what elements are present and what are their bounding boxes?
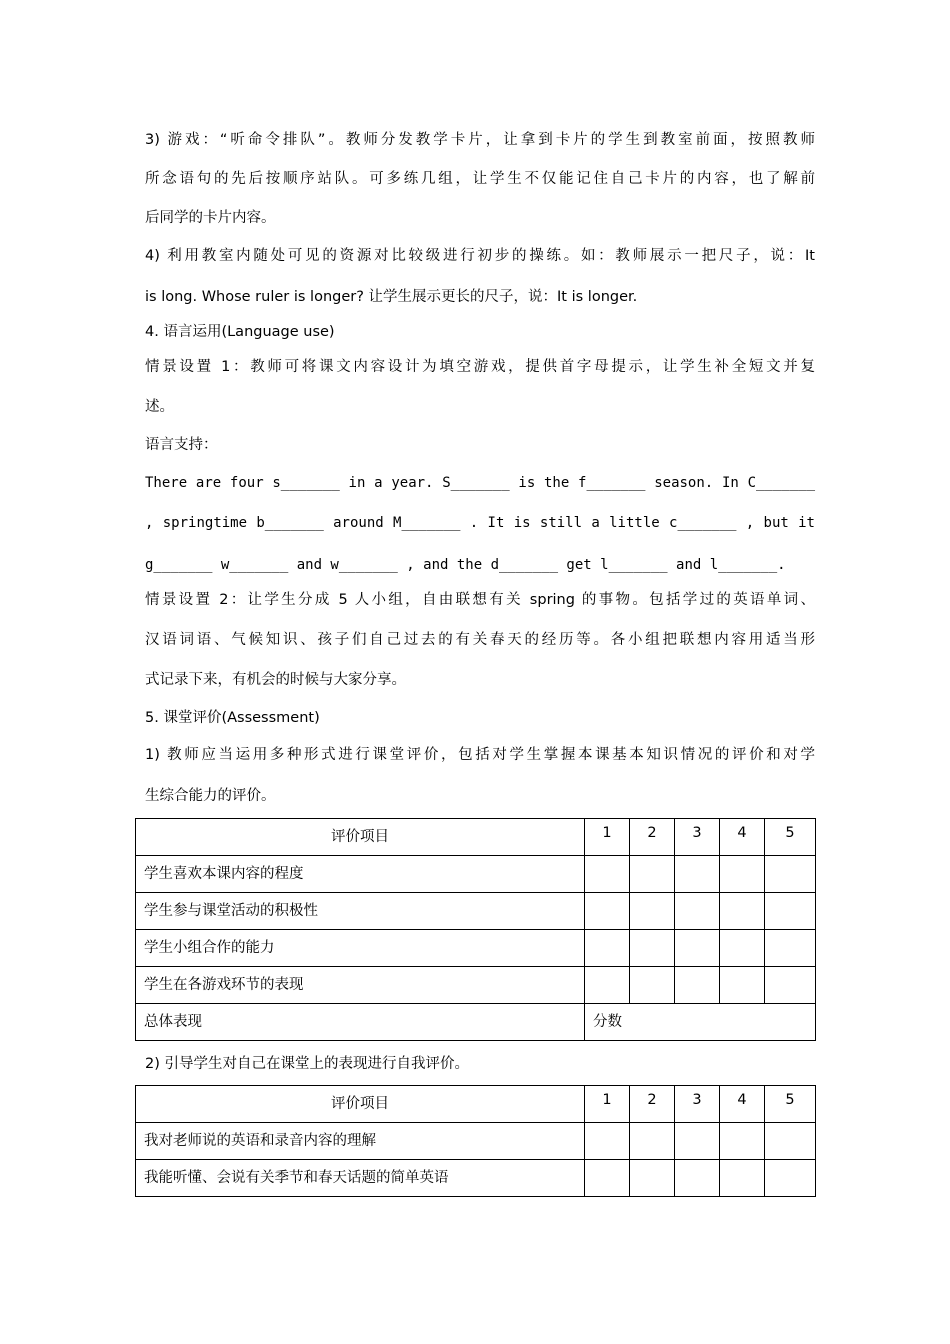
score-header-4: 4	[720, 1086, 765, 1123]
score-cell	[720, 1123, 765, 1160]
score-header-5: 5	[765, 1086, 816, 1123]
score-cell	[630, 930, 675, 967]
row-label: 学生在各游戏环节的表现	[136, 967, 585, 1004]
assessment-1-line-2: 生综合能力的评价。	[145, 788, 276, 804]
cloze-line-3: g_______ w_______ and w_______ , and the d_______ get l_______ and l_______.	[145, 557, 786, 573]
score-header-3: 3	[675, 819, 720, 856]
cloze-line-2: , springtime b_______ around M_______ . It is still a little c_______ , but it	[145, 515, 815, 531]
score-cell	[675, 1160, 720, 1197]
row-label: 我对老师说的英语和录音内容的理解	[136, 1123, 585, 1160]
table-row	[136, 893, 816, 930]
table-row	[136, 1123, 816, 1160]
score-cell	[765, 967, 816, 1004]
score-cell	[765, 1160, 816, 1197]
assessment-2-line: 2) 引导学生对自己在课堂上的表现进行自我评价。	[145, 1056, 469, 1072]
comparison-paragraph-line-1: 4) 利用教室内随处可见的资源对比较级进行初步的操练。如：教师展示一把尺子，说：It	[145, 248, 815, 264]
score-cell	[720, 856, 765, 893]
score-cell	[585, 1160, 630, 1197]
score-header-2: 2	[630, 1086, 675, 1123]
row-label: 学生小组合作的能力	[136, 930, 585, 967]
table-row	[136, 1160, 816, 1197]
score-cell	[720, 1160, 765, 1197]
score-cell	[585, 930, 630, 967]
scenario-1-line-1: 情景设置 1：教师可将课文内容设计为填空游戏，提供首字母提示，让学生补全短文并复	[145, 359, 815, 375]
section-5-title: 5. 课堂评价(Assessment)	[145, 710, 320, 726]
self-assessment-table	[135, 1085, 816, 1197]
score-cell	[675, 856, 720, 893]
score-cell	[585, 856, 630, 893]
score-cell	[585, 1123, 630, 1160]
scenario-2-line-3: 式记录下来，有机会的时候与大家分享。	[145, 672, 406, 688]
game-paragraph-line-2: 所念语句的先后按顺序站队。可多练几组，让学生不仅能记住自己卡片的内容，也了解前	[145, 171, 815, 187]
score-cell	[585, 893, 630, 930]
header-cell: 评价项目	[136, 1086, 585, 1123]
header-cell: 评价项目	[136, 819, 585, 856]
scenario-2-line-1: 情景设置 2：让学生分成 5 人小组，自由联想有关 spring 的事物。包括学过的英语单词、	[145, 592, 815, 608]
score-cell	[675, 930, 720, 967]
section-4-title: 4. 语言运用(Language use)	[145, 324, 335, 340]
score-cell	[765, 893, 816, 930]
assessment-1-line-1: 1) 教师应当运用多种形式进行课堂评价，包括对学生掌握本课基本知识情况的评价和对学	[145, 747, 815, 763]
scenario-1-line-2: 述。	[145, 399, 174, 415]
score-cell	[765, 856, 816, 893]
score-header-4: 4	[720, 819, 765, 856]
score-cell	[720, 930, 765, 967]
score-cell	[675, 1123, 720, 1160]
score-label: 分数	[585, 1004, 816, 1041]
score-cell	[675, 893, 720, 930]
scenario-2-line-2: 汉语词语、气候知识、孩子们自己过去的有关春天的经历等。各小组把联想内容用适当形	[145, 632, 815, 648]
score-header-1: 1	[585, 1086, 630, 1123]
score-cell	[675, 967, 720, 1004]
table-row	[136, 967, 816, 1004]
language-support-label: 语言支持：	[145, 437, 218, 453]
score-cell	[720, 893, 765, 930]
score-cell	[630, 893, 675, 930]
score-cell	[720, 967, 765, 1004]
score-header-2: 2	[630, 819, 675, 856]
score-header-5: 5	[765, 819, 816, 856]
cloze-line-1: There are four s_______ in a year. S_______ is the f_______ season. In C_______	[145, 475, 815, 491]
score-header-3: 3	[675, 1086, 720, 1123]
table-row	[136, 856, 816, 893]
row-label: 我能听懂、会说有关季节和春天话题的简单英语	[136, 1160, 585, 1197]
score-cell	[765, 930, 816, 967]
table-header-row	[136, 819, 816, 856]
score-cell	[630, 1123, 675, 1160]
table-total-row	[136, 1004, 816, 1041]
score-cell	[585, 967, 630, 1004]
teacher-assessment-table	[135, 818, 816, 1041]
score-header-1: 1	[585, 819, 630, 856]
score-cell	[630, 967, 675, 1004]
game-paragraph-line-3: 后同学的卡片内容。	[145, 210, 276, 226]
table-row	[136, 930, 816, 967]
table-header-row	[136, 1086, 816, 1123]
game-paragraph-line-1: 3) 游戏：“听命令排队”。教师分发教学卡片，让拿到卡片的学生到教室前面，按照教师	[145, 132, 815, 148]
score-cell	[630, 856, 675, 893]
score-cell	[765, 1123, 816, 1160]
total-label: 总体表现	[136, 1004, 585, 1041]
score-cell	[630, 1160, 675, 1197]
comparison-paragraph-line-2: is long. Whose ruler is longer? 让学生展示更长的尺子，说：It is longer.	[145, 289, 638, 305]
row-label: 学生参与课堂活动的积极性	[136, 893, 585, 930]
row-label: 学生喜欢本课内容的程度	[136, 856, 585, 893]
